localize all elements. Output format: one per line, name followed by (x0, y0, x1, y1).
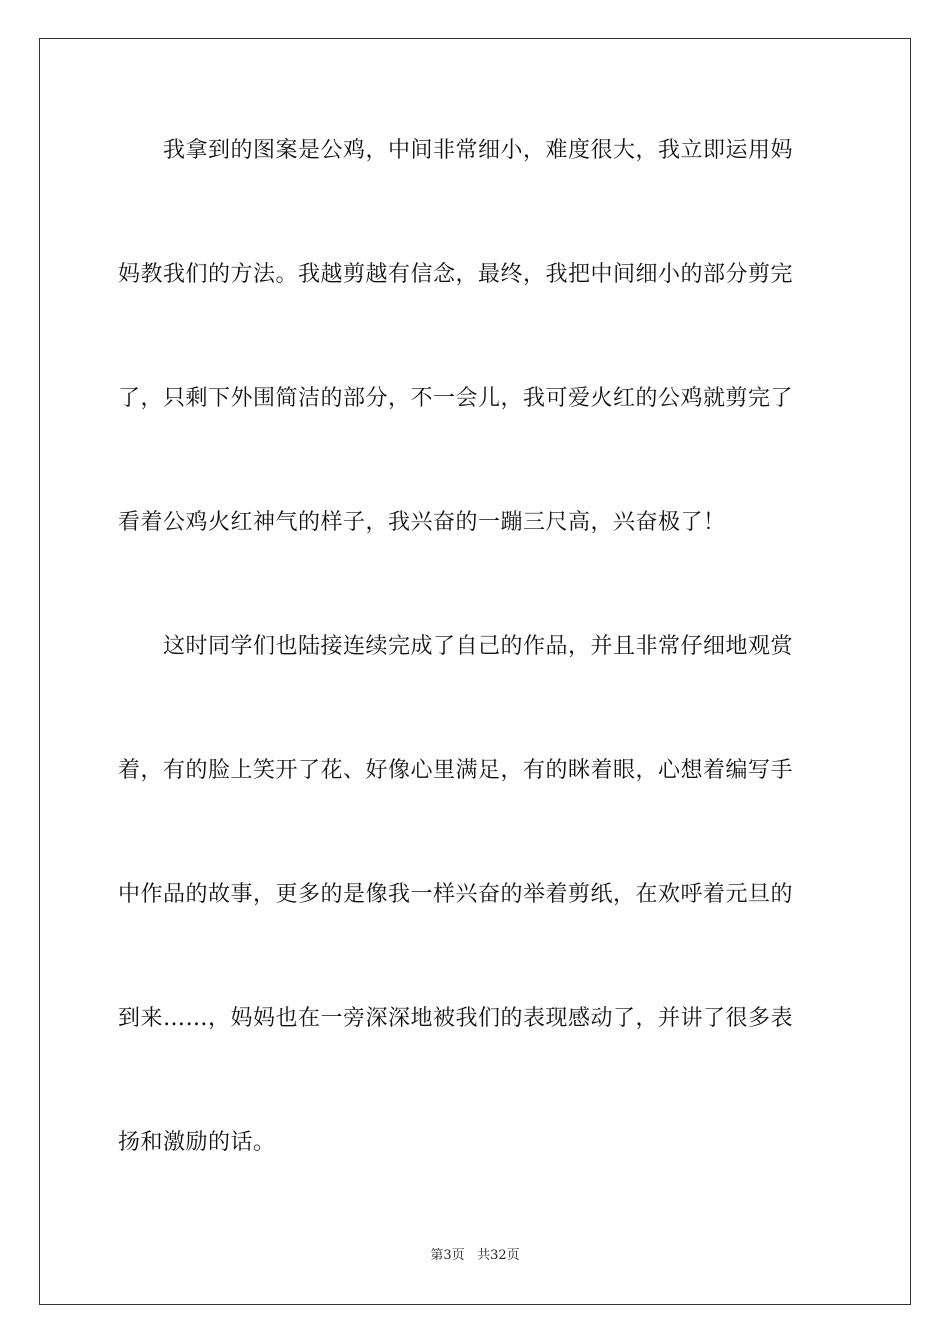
page-border (39, 38, 911, 1305)
page-total: 共32页 (477, 1248, 520, 1263)
page-footer (0, 1247, 950, 1265)
text-line-2: 妈教我们的方法。我越剪越有信念，最终，我把中间细小的部分剪完 (118, 262, 794, 287)
text-line-1: 我拿到的图案是公鸡，中间非常细小，难度很大，我立即运用妈 (118, 138, 794, 163)
text-line-7: 中作品的故事，更多的是像我一样兴奋的举着剪纸，在欢呼着元旦的 (118, 882, 794, 907)
text-line-5: 这时同学们也陆接连续完成了自己的作品，并且非常仔细地观赏 (118, 634, 794, 659)
text-line-4: 看着公鸡火红神气的样子，我兴奋的一蹦三尺高，兴奋极了！ (118, 510, 726, 535)
text-line-3: 了，只剩下外围简洁的部分，不一会儿，我可爱火红的公鸡就剪完了 (118, 386, 794, 411)
text-line-9: 扬和激励的话。 (118, 1130, 276, 1155)
text-line-6: 着，有的脸上笑开了花、好像心里满足，有的眯着眼，心想着编写手 (118, 758, 794, 783)
text-line-8: 到来……，妈妈也在一旁深深地被我们的表现感动了，并讲了很多表 (118, 1006, 794, 1031)
page-number: 第3页 (430, 1248, 465, 1263)
